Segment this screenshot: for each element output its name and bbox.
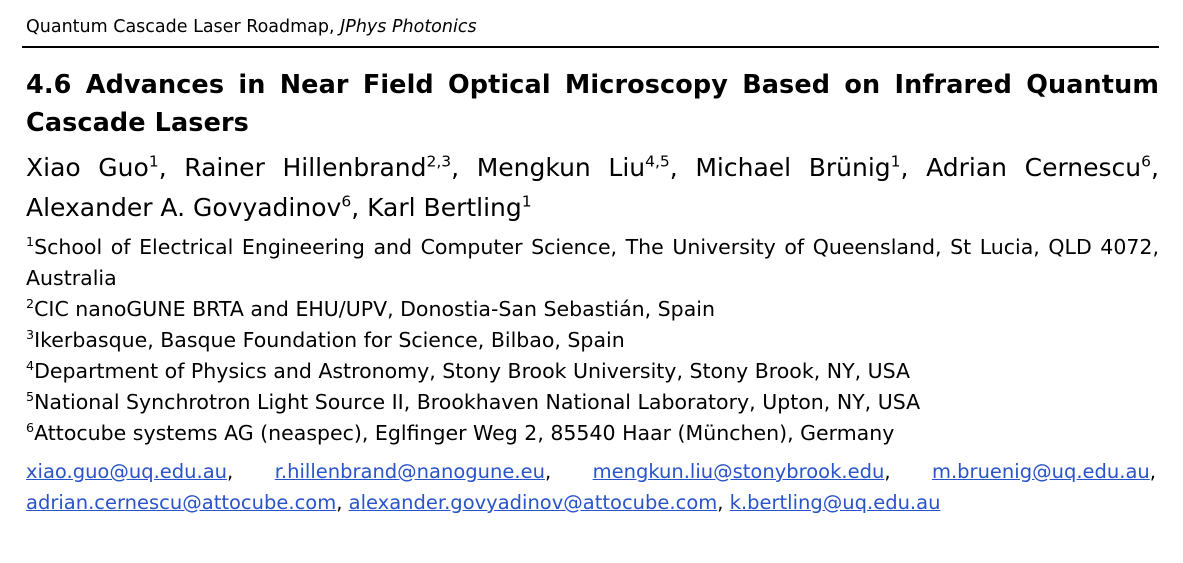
- affiliation-marker: 2: [26, 296, 35, 312]
- author-affil-marker: 2,3: [426, 152, 452, 171]
- email-entry: [275, 456, 551, 487]
- affiliation-marker: 6: [26, 420, 35, 436]
- email-entry: [26, 456, 233, 487]
- header-divider: [22, 46, 1159, 48]
- affiliation-marker: 5: [26, 389, 35, 405]
- email-separator: ,: [227, 460, 234, 483]
- running-head-journal: JPhys Photonics: [340, 17, 477, 37]
- email-link[interactable]: xiao.guo@uq.edu.au: [26, 460, 228, 483]
- email-separator: ,: [544, 460, 552, 483]
- author-affil-marker: 4,5: [645, 152, 670, 171]
- author-name: Mengkun Liu: [476, 153, 646, 182]
- author-name: Rainer Hillenbrand: [184, 153, 427, 182]
- email-link[interactable]: m.bruenig@uq.edu.au: [931, 460, 1150, 483]
- author-list: Xiao Guo$^1$, Rainer Hillenbrand$^{2,3}$, Mengkun Liu$^{4,5}$, Michael Brünig$^1$, Adrian Cernescu$^6$, Alexander A. Govyadinov$^6$, Karl Bertling$^1$: [26, 152, 1159, 222]
- author-affil-marker: 6: [1141, 152, 1151, 171]
- author-name: Michael Brünig: [695, 153, 891, 182]
- running-head: [26, 16, 477, 38]
- email-separator: ,: [336, 491, 343, 514]
- email-list: [26, 456, 1159, 518]
- email-separator: ,: [1149, 460, 1156, 483]
- email-entry: [932, 456, 1156, 487]
- email-link[interactable]: mengkun.liu@stonybrook.edu: [592, 460, 885, 483]
- email-entry: [26, 491, 342, 514]
- author-name: Xiao Guo: [26, 153, 149, 182]
- author-affil-marker: 6: [341, 192, 352, 211]
- affiliation-item: [26, 294, 1159, 325]
- author-name: Karl Bertling: [367, 193, 522, 222]
- email-separator: ,: [717, 491, 724, 514]
- running-head-title: Quantum Cascade Laser Roadmap,: [26, 17, 341, 37]
- page-title: 4.6 Advances in Near Field Optical Microscopy Based on Infrared Quantum Cascade Lasers: [26, 70, 1159, 138]
- author-affil-marker: 1: [521, 192, 532, 211]
- affiliation-list: [26, 232, 1159, 449]
- affiliation-item: [26, 418, 1159, 449]
- email-entry: [593, 456, 891, 487]
- email-row: [26, 487, 1159, 518]
- author-affil-marker: 1: [890, 152, 901, 171]
- affiliation-item: [26, 387, 1159, 418]
- affiliation-text: CIC nanoGUNE BRTA and EHU/UPV, Donostia-San Sebastián, Spain: [34, 297, 715, 321]
- affiliation-marker: 3: [26, 327, 35, 343]
- affiliation-marker: 1: [26, 234, 35, 250]
- email-row: [26, 456, 1156, 487]
- email-link[interactable]: r.hillenbrand@nanogune.eu: [274, 460, 545, 483]
- author-name: Alexander A. Govyadinov: [26, 193, 342, 222]
- author-affil-marker: 1: [148, 152, 159, 171]
- affiliation-text: Ikerbasque, Basque Foundation for Science, Bilbao, Spain: [34, 328, 625, 352]
- email-entry: [349, 491, 724, 514]
- email-entry: [730, 491, 941, 514]
- affiliation-item: [26, 325, 1159, 356]
- affiliation-text: National Synchrotron Light Source II, Brookhaven National Laboratory, Upton, NY, USA: [34, 390, 921, 414]
- affiliation-item: [26, 356, 1159, 387]
- email-link[interactable]: k.bertling@uq.edu.au: [729, 491, 941, 514]
- author-name: Adrian Cernescu: [926, 153, 1142, 182]
- email-link[interactable]: adrian.cernescu@attocube.com: [26, 491, 337, 514]
- affiliation-text: School of Electrical Engineering and Computer Science, The University of Queensland, St Lucia, QLD 4072, Australia: [26, 235, 1159, 290]
- email-link[interactable]: alexander.govyadinov@attocube.com: [348, 491, 718, 514]
- email-separator: ,: [884, 460, 891, 483]
- article-header: [26, 66, 1159, 518]
- affiliation-text: Attocube systems AG (neaspec), Eglfinger Weg 2, 85540 Haar (München), Germany: [34, 421, 895, 445]
- affiliation-text: Department of Physics and Astronomy, Stony Brook University, Stony Brook, NY, USA: [34, 359, 911, 383]
- affiliation-item: [26, 232, 1159, 294]
- affiliation-marker: 4: [26, 358, 35, 374]
